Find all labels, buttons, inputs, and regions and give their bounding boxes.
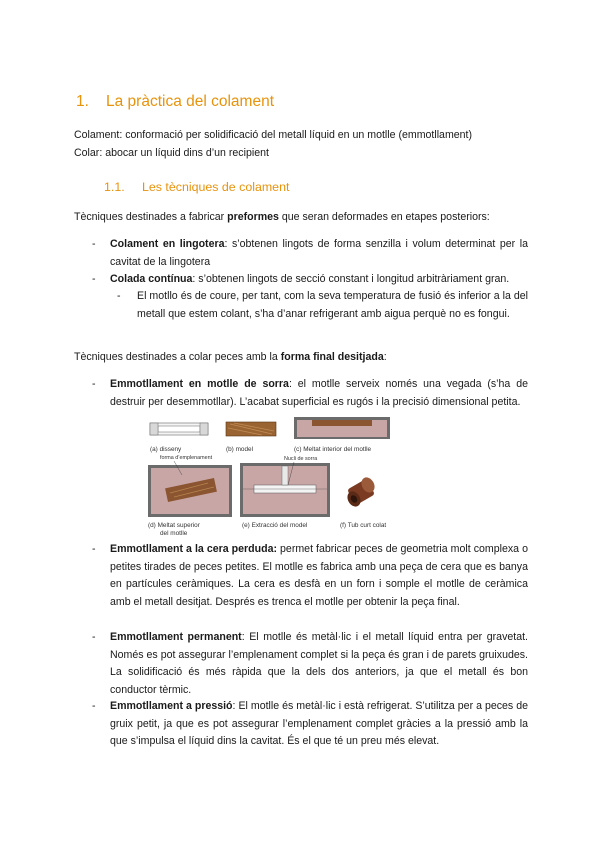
bullet-dash: - [92, 238, 96, 250]
item-bold: Colada contínua [110, 273, 193, 285]
list-item-sorra [92, 376, 528, 411]
bullet-dash: - [92, 378, 96, 390]
bullet-dash: - [92, 631, 96, 643]
intro1-bold: preformes [227, 211, 279, 223]
caption-a: (a) disseny [150, 446, 182, 453]
caption-e: (e) Extracció del model [242, 522, 308, 529]
bullet-dash: - [92, 700, 96, 712]
subsection-title: Les tècniques de colament [142, 180, 290, 194]
label-forma: forma d’emplenament [160, 455, 213, 461]
caption-d: (d) Meltat superior [148, 522, 200, 529]
intro-forma-final [74, 350, 387, 364]
intro2-pre: Tècniques destinades a colar peces amb la [74, 351, 281, 363]
diagram-design [150, 423, 208, 435]
intro1-post: que seran deformades en etapes posteriors: [278, 211, 490, 223]
item-bold: Emmotllament en motlle de sorra [110, 378, 289, 390]
bullet-dash: - [92, 273, 96, 285]
item-bold: Emmotllament a la cera perduda: [110, 543, 277, 555]
item-text: : el motlle serveix només una vegada (s’ha de destruir per desemmotllar). L’acabat superficial es rugós i la precisió dimensional petita. [110, 378, 528, 408]
list-item-lingotera [92, 236, 528, 271]
item-text: permet fabricar peces de geometria molt complexa o petites tirades de peces petites. El motlle es fabrica amb una peça de cera que es banya en partícules ceràmiques. La cera es desfà en un forn i somple el motlle de ceràmica amb el metall desitjat. Després es trenca el motlle per obtenir la peça final. [110, 543, 529, 608]
bullet-dash: - [117, 290, 121, 302]
item-bold: Emmotllament a pressió [110, 700, 233, 712]
list-item-colada-continua [92, 271, 528, 289]
list-item-cera-perduda [92, 541, 528, 611]
item-text: : s’obtenen lingots de secció constant i longitud arbitràriament gran. [192, 273, 510, 285]
diagram-extraction [240, 463, 330, 517]
item-text: : El motlle és metàl·lic i el metall líquid entra per gravetat. Només es pot assegurar l’emplenament complet si la peça és gran i de parets gruixudes. La solidificació és més ràpida que la dels dos anteriors, ja que el metall és bon conductor tèrmic. [110, 631, 528, 696]
diagram-lower-mold [294, 417, 390, 439]
intro1-pre: Tècniques destinades a fabricar [74, 211, 228, 223]
subsection-heading [104, 180, 289, 194]
section-heading [76, 93, 274, 111]
intro-preformes [74, 210, 490, 224]
caption-f: (f) Tub curt colat [340, 522, 387, 529]
section-number: 1. [76, 93, 89, 110]
list-item-pressio [92, 698, 528, 751]
list-item-permanent [92, 629, 528, 699]
sub-item-text: El motllo és de coure, per tant, com la seva temperatura de fusió és inferior a la del metall que estem colant, s’ha d’anar refrigerant amb aigua perquè no es fongui. [137, 290, 528, 320]
item-bold: Colament en lingotera [110, 238, 225, 250]
caption-b: (b) model [226, 446, 253, 453]
definition-colar: Colar: abocar un líquid dins d’un recipient [74, 147, 269, 159]
diagram-model [226, 422, 276, 436]
subsection-number: 1.1. [104, 180, 125, 194]
bullet-dash: - [92, 543, 96, 555]
label-nucli: Nucli de sorra [284, 456, 318, 462]
item-bold: Emmotllament permanent [110, 631, 242, 643]
section-title: La pràctica del colament [106, 93, 275, 110]
intro2-bold: forma final desitjada [280, 351, 384, 363]
item-text: : s’obtenen lingots de forma senzilla i volum determinat per la cavitat de la lingotera [110, 238, 528, 268]
diagram-upper-mold [148, 465, 232, 517]
caption-c: (c) Meltat interior del motlle [294, 446, 372, 453]
intro2-post: : [383, 351, 387, 363]
caption-d-cont: del motlle [160, 530, 188, 537]
sublist-item-motllo [117, 288, 528, 323]
definition-colament: Colament: conformació per solidificació del metall líquid en un motlle (emmotllament) [74, 129, 473, 141]
sand-casting-figure [144, 413, 444, 537]
item-text: : El motlle és metàl·lic i està refrigerat. S’utilitza per a peces de gruix petit, ja que es pot assegurar l’emplenament complet gràcies a la pressió amb la que s’impulsa el líquid dins la cavitat. És el que té un preu més elevat. [110, 700, 528, 747]
diagram-cast-tube [345, 475, 377, 509]
